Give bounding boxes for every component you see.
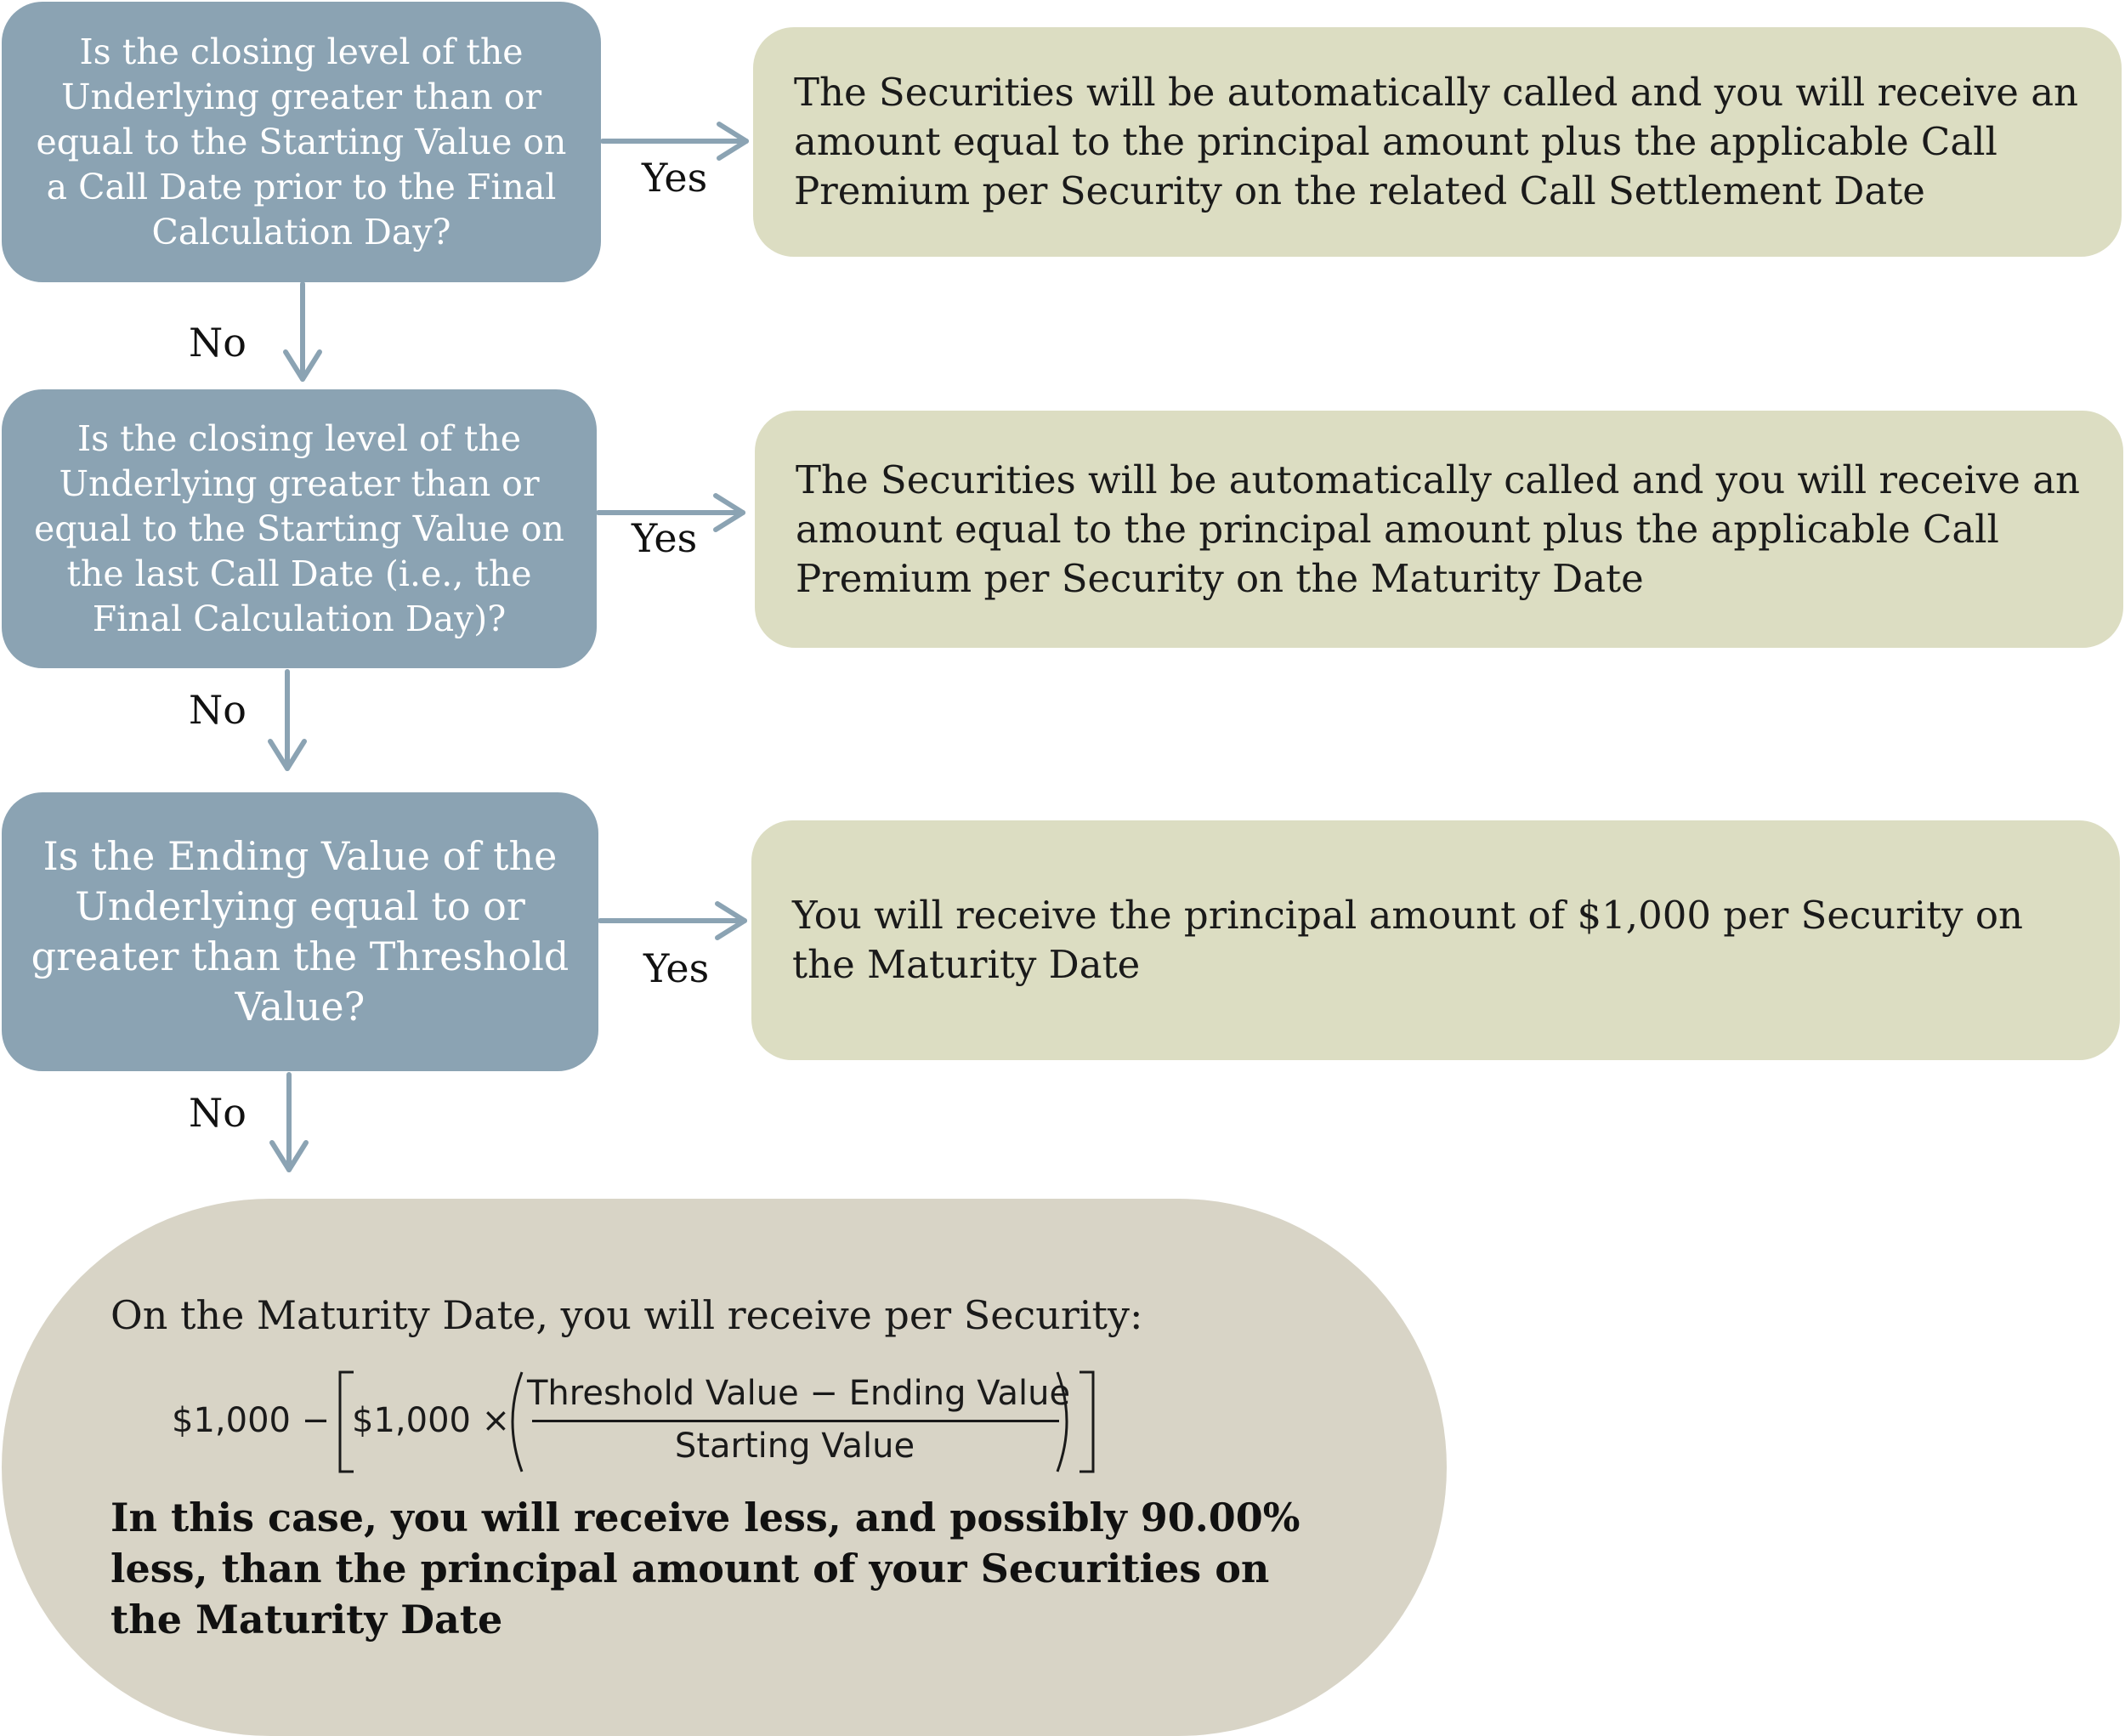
question-text-3: Is the Ending Value of the Underlying equal to or greater than the Threshold Value?	[31, 833, 570, 1030]
no-label-1: No	[189, 320, 246, 366]
yes-label-1: Yes	[642, 155, 708, 201]
formula-inner: $1,000 ×	[352, 1401, 511, 1440]
result-text-2: The Securities will be automatically called and you will receive an amount equal to the principal amount plus the applicable Call Premium per Security on the Maturity Date	[796, 457, 2081, 601]
payout-formula	[172, 1369, 1141, 1475]
right-bracket	[1074, 1369, 1100, 1475]
left-paren	[500, 1369, 527, 1475]
no-label-2: No	[189, 687, 246, 733]
yes-label-3: Yes	[643, 945, 710, 991]
formula-denominator: Starting Value	[674, 1427, 915, 1466]
final-warning-text: In this case, you will receive less, and possibly 90.00% less, than the principal amount of your Securities on the Maturity Date	[110, 1495, 1300, 1642]
question-text-2: Is the closing level of the Underlying greater than or equal to the Starting Value on the last Call Date (i.e., the Final Calculation Day)?	[34, 417, 564, 639]
final-intro-text: On the Maturity Date, you will receive per Security:	[110, 1292, 1143, 1338]
question-text-1: Is the closing level of the Underlying greater than or equal to the Starting Value on a Call Date prior to the Final Calculation Day?	[36, 31, 567, 252]
result-text-1: The Securities will be automatically called and you will receive an amount equal to the principal amount plus the applicable Call Premium per Security on the related Call Settlement Date	[794, 70, 2079, 213]
formula-lead: $1,000 −	[172, 1401, 331, 1440]
formula-numerator: Threshold Value − Ending Value	[527, 1374, 1071, 1413]
no-label-3: No	[189, 1090, 246, 1136]
yes-label-2: Yes	[632, 515, 698, 561]
fraction-bar	[532, 1420, 1059, 1422]
result-text-3: You will receive the principal amount of $1,000 per Security on the Maturity Date	[792, 893, 2023, 987]
final-outcome-box	[2, 1199, 1447, 1736]
